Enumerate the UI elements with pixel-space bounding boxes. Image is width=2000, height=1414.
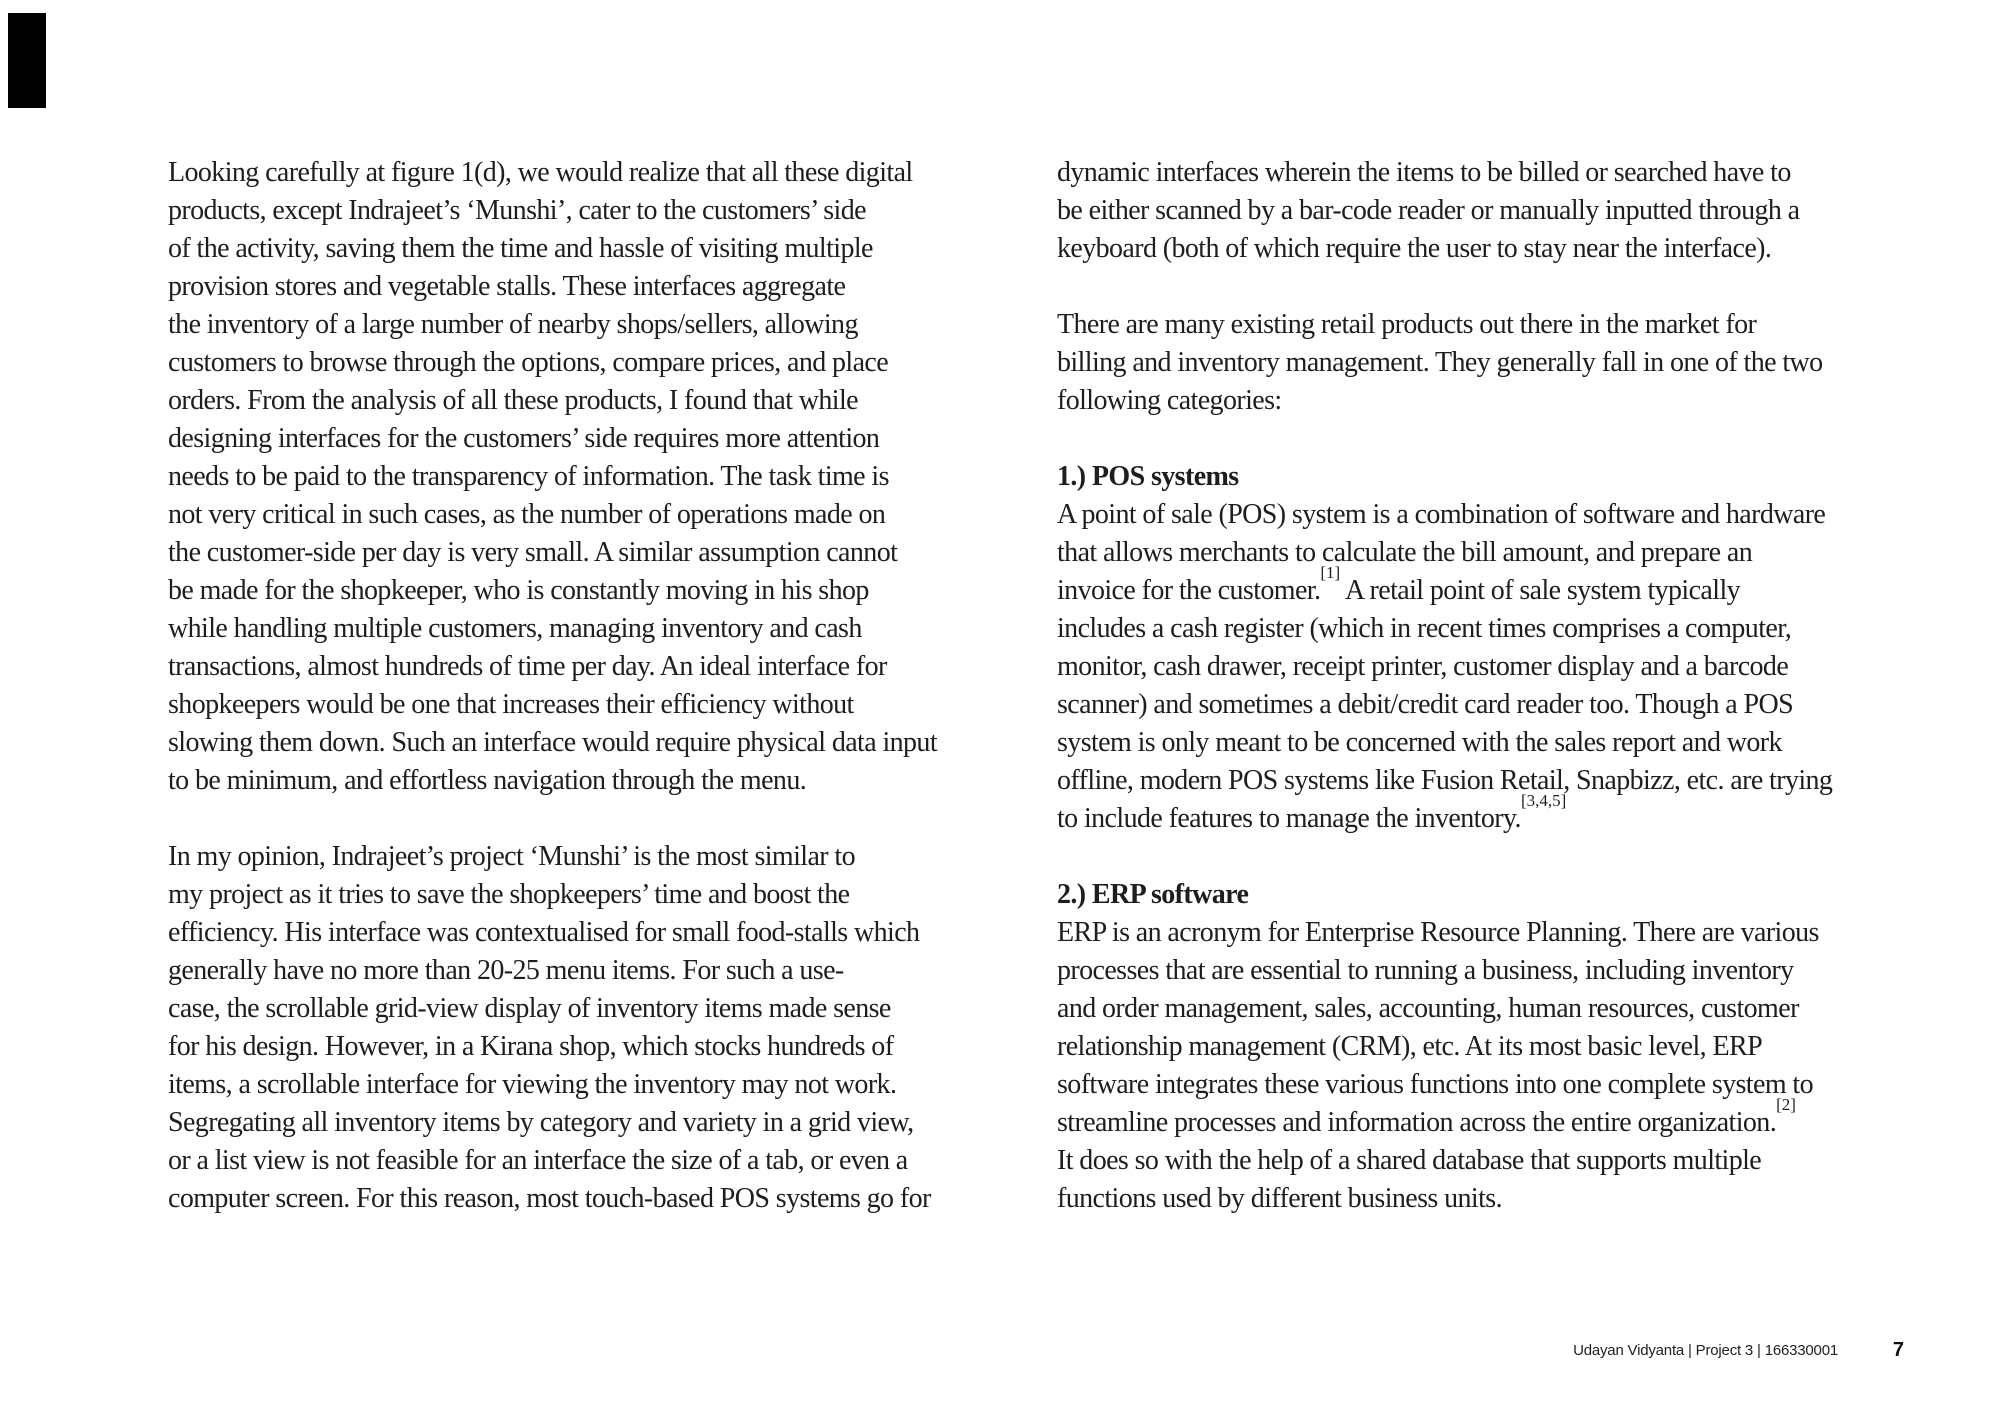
- text-line: functions used by different business units.: [1057, 1183, 1502, 1214]
- text-line: scanner) and sometimes a debit/credit card reader too. Though a POS: [1057, 689, 1794, 720]
- text-line: provision stores and vegetable stalls. These interfaces aggregate: [168, 271, 846, 302]
- citation-superscript: [1]: [1320, 562, 1341, 582]
- text-line: of the activity, saving them the time and hassle of visiting multiple: [168, 233, 873, 264]
- paragraph: [1057, 458, 1952, 838]
- text-line: shopkeepers would be one that increases their efficiency without: [168, 689, 854, 720]
- text-line: In my opinion, Indrajeet’s project ‘Munshi’ is the most similar to: [168, 841, 855, 872]
- paragraph: [1057, 306, 1952, 420]
- text-line: not very critical in such cases, as the number of operations made on: [168, 499, 886, 530]
- text-line: transactions, almost hundreds of time per day. An ideal interface for: [168, 651, 887, 682]
- text-line: for his design. However, in a Kirana shop, which stocks hundreds of: [168, 1031, 894, 1062]
- right-text-column: [1057, 154, 1952, 1256]
- section-heading: 1.) POS systems: [1057, 461, 1239, 492]
- text-line: that allows merchants to calculate the bill amount, and prepare an: [1057, 537, 1753, 568]
- citation-superscript: [2]: [1776, 1094, 1796, 1114]
- text-line: offline, modern POS systems like Fusion Retail, Snapbizz, etc. are trying: [1057, 765, 1833, 796]
- text-line: and order management, sales, accounting, human resources, customer: [1057, 993, 1799, 1024]
- corner-marker: [8, 13, 46, 108]
- text-line: the customer-side per day is very small. A similar assumption cannot: [168, 537, 898, 568]
- text-line: keyboard (both of which require the user to stay near the interface).: [1057, 233, 1772, 264]
- text-line: ERP is an acronym for Enterprise Resource Planning. There are various: [1057, 917, 1819, 948]
- text-line: or a list view is not feasible for an interface the size of a tab, or even a: [168, 1145, 908, 1176]
- paragraph: [1057, 876, 1952, 1218]
- footer-credit: Udayan Vidyanta | Project 3 | 166330001: [1573, 1342, 1838, 1359]
- text-line: streamline processes and information across the entire organization.[2]: [1057, 1094, 1796, 1138]
- section-heading: 2.) ERP software: [1057, 879, 1249, 910]
- page-number: 7: [1892, 1339, 1904, 1361]
- text-line: orders. From the analysis of all these products, I found that while: [168, 385, 858, 416]
- text-line: customers to browse through the options, compare prices, and place: [168, 347, 889, 378]
- text-line: dynamic interfaces wherein the items to be billed or searched have to: [1057, 157, 1791, 188]
- text-line: Segregating all inventory items by category and variety in a grid view,: [168, 1107, 914, 1138]
- text-line: processes that are essential to running a business, including inventory: [1057, 955, 1794, 986]
- text-line: There are many existing retail products out there in the market for: [1057, 309, 1757, 340]
- text-line: computer screen. For this reason, most touch-based POS systems go for: [168, 1183, 931, 1214]
- text-line: efficiency. His interface was contextualised for small food-stalls which: [168, 917, 920, 948]
- text-line: my project as it tries to save the shopkeepers’ time and boost the: [168, 879, 850, 910]
- text-line: to include features to manage the inventory.[3,4,5]: [1057, 790, 1567, 834]
- text-line: be made for the shopkeeper, who is constantly moving in his shop: [168, 575, 869, 606]
- text-line: A point of sale (POS) system is a combination of software and hardware: [1057, 499, 1826, 530]
- text-line: includes a cash register (which in recent times comprises a computer,: [1057, 613, 1792, 644]
- text-line: monitor, cash drawer, receipt printer, customer display and a barcode: [1057, 651, 1789, 682]
- text-line: to be minimum, and effortless navigation through the menu.: [168, 765, 807, 796]
- left-text-column: [168, 154, 1048, 1256]
- text-line: following categories:: [1057, 385, 1282, 416]
- text-line: while handling multiple customers, managing inventory and cash: [168, 613, 862, 644]
- text-line: relationship management (CRM), etc. At its most basic level, ERP: [1057, 1031, 1763, 1062]
- text-line: software integrates these various functions into one complete system to: [1057, 1069, 1813, 1100]
- citation-superscript: [3,4,5]: [1520, 790, 1567, 810]
- paragraph: [168, 154, 1048, 800]
- text-line: system is only meant to be concerned with the sales report and work: [1057, 727, 1782, 758]
- text-line: products, except Indrajeet’s ‘Munshi’, cater to the customers’ side: [168, 195, 866, 226]
- text-line: generally have no more than 20-25 menu items. For such a use-: [168, 955, 844, 986]
- text-line: Looking carefully at figure 1(d), we would realize that all these digital: [168, 157, 913, 188]
- text-line: items, a scrollable interface for viewing the inventory may not work.: [168, 1069, 897, 1100]
- text-line: needs to be paid to the transparency of information. The task time is: [168, 461, 889, 492]
- text-line: be either scanned by a bar-code reader or manually inputted through a: [1057, 195, 1800, 226]
- paragraph: [1057, 154, 1952, 268]
- paragraph: [168, 838, 1048, 1218]
- text-line: It does so with the help of a shared database that supports multiple: [1057, 1145, 1762, 1176]
- text-line: case, the scrollable grid-view display of inventory items made sense: [168, 993, 891, 1024]
- text-line: the inventory of a large number of nearby shops/sellers, allowing: [168, 309, 858, 340]
- text-line: slowing them down. Such an interface would require physical data input: [168, 727, 938, 758]
- text-line: designing interfaces for the customers’ side requires more attention: [168, 423, 880, 454]
- text-line: billing and inventory management. They generally fall in one of the two: [1057, 347, 1823, 378]
- text-line: invoice for the customer.[1] A retail point of sale system typically: [1057, 562, 1741, 606]
